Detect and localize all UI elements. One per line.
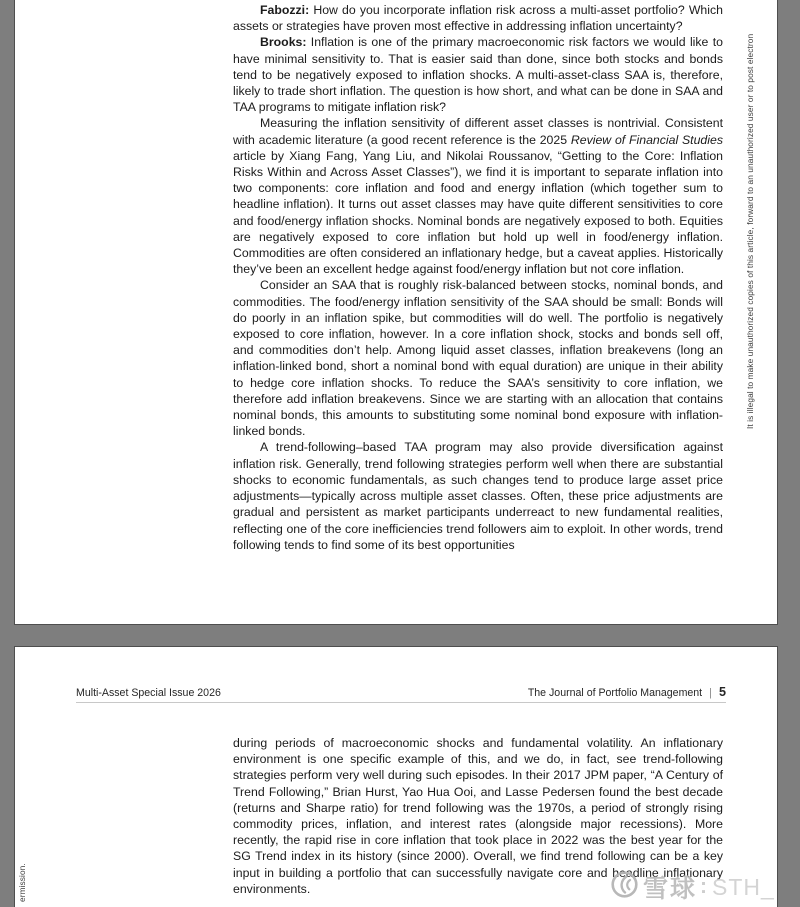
paragraph-text: Consider an SAA that is roughly risk-balanced between stocks, nominal bonds, and commodities. The food/energy inflation sensitivity of the SAA should be small: Bonds will do poorly in an inflation spike, but commodities will do well. The portfolio is negatively exposed to core inflation, however. In a core inflation shock, stocks and bonds sell off, and commodities don’t help. Among liquid asset classes, inflation breakevens (long an inflation-linked bond, short a nominal bond with equal duration) are unique in their ability to hedge core inflation shocks. To reduce the SAA’s sensitivity to core inflation, we therefore add inflation breakevens. Since we are starting with an allocation that contains nominal bonds, this amounts to substituting some nominal bond exposure with inflation-linked bonds. (233, 278, 723, 439)
paragraph-text: A trend-following–based TAA program may also provide diversification against inflation risk. Generally, trend following strategies perform well when there are substantial shocks to economic fundamentals, as such changes tend to produce large asset price adjustments—typically across multiple asset classes. Often, these price adjustments are gradual and persistent as market participants underreact to new fundamental realities, reflecting one of the core inefficiencies trend followers aim to exploit. In other words, trend following tends to find some of its best opportunities (233, 440, 723, 552)
journal-page-top (14, 0, 778, 625)
page-number: 5 (718, 685, 726, 699)
watermark-colon: : (700, 875, 708, 898)
paragraph-text: Measuring the inflation sensitivity of different asset classes is nontrivial. Consistent with academic literature (a good recent reference is the 2025 (233, 116, 723, 147)
xueqiu-logo-icon (610, 870, 639, 904)
article-text-column-continued: during periods of macroeconomic shocks and fundamental volatility. An inflationary environment is one specific example of this, and we do, in fact, see trend-following strategies perform very well during such episodes. In their 2017 JPM paper, “A Century of Trend Following,” Brian Hurst, Yao Hua Ooi, and Lasse Pedersen found the best decade (returns and Sharpe ratio) for trend following was the 1970s, a period of strongly rising commodity prices, inflation, and interest rates (alongside major recessions). More recently, the rapid rise in core inflation that took place in 2022 was the best year for the SG Trend index in its history (since 2000). Overall, we find trend following can be a key input in building a portfolio that can successfully navigate core and headline inflationary environments. (233, 736, 723, 896)
paragraph-trend-following (233, 439, 723, 552)
journal-page-bottom (14, 646, 778, 907)
paragraph-question (233, 2, 723, 34)
paragraph-consider-saa (233, 277, 723, 439)
footer-issue-label: Multi-Asset Special Issue 2026 (76, 687, 221, 699)
paragraph-answer (233, 34, 723, 115)
paragraph-text: How do you incorporate inflation risk across a multi-asset portfolio? Which assets or strategies have proven most effective in addressing inflation uncertainty? (233, 3, 723, 34)
paragraph-measuring (233, 115, 723, 277)
copyright-notice-vertical: It is illegal to make unauthorized copies of this article, forward to an unauthorized user or to post electron (745, 33, 755, 429)
xueqiu-watermark (610, 869, 775, 905)
watermark-handle-text: STH_ (712, 873, 775, 900)
speaker-label-brooks: Brooks: (260, 35, 307, 50)
copyright-notice-fragment-vertical: ermission. (17, 863, 27, 902)
footer-divider-line (76, 702, 726, 703)
watermark-brand-text: 雪球 (643, 875, 698, 903)
paragraph-text: article by Xiang Fang, Yang Liu, and Nikolai Roussanov, “Getting to the Core: Inflation Risks Within and Across Asset Classes”), we find it is important to separate inflation into two components: core inflation and food and energy inflation (which together sum to headline inflation). It turns out asset classes may have quite different sensitivities to core and food/energy inflation shocks. Nominal bonds are negatively exposed to both. Equities are negatively exposed to core inflation but hold up well in food/energy inflation. Commodities are often considered an inflationary hedge, but a caveat applies. Historically they’ve been an excellent hedge against food/energy inflation but not core inflation. (233, 148, 723, 277)
speaker-label-fabozzi: Fabozzi: (260, 3, 310, 17)
footer-separator: | (709, 687, 712, 699)
page-footer (76, 685, 726, 699)
article-text-column (233, 2, 723, 553)
footer-journal-title: The Journal of Portfolio Management (527, 687, 703, 699)
journal-title-italic: Review of Financial Studies (570, 132, 723, 147)
footer-journal-group (528, 685, 726, 699)
paragraph-text: Inflation is one of the primary macroeconomic risk factors we would like to have minimal sensitivity to. That is easier said than done, since both stocks and bonds tend to be negatively exposed to inflation shocks. A multi-asset-class SAA is, therefore, likely to trade short inflation. The question is how short, and what can be done in SAA and TAA programs to mitigate inflation risk? (233, 35, 723, 115)
